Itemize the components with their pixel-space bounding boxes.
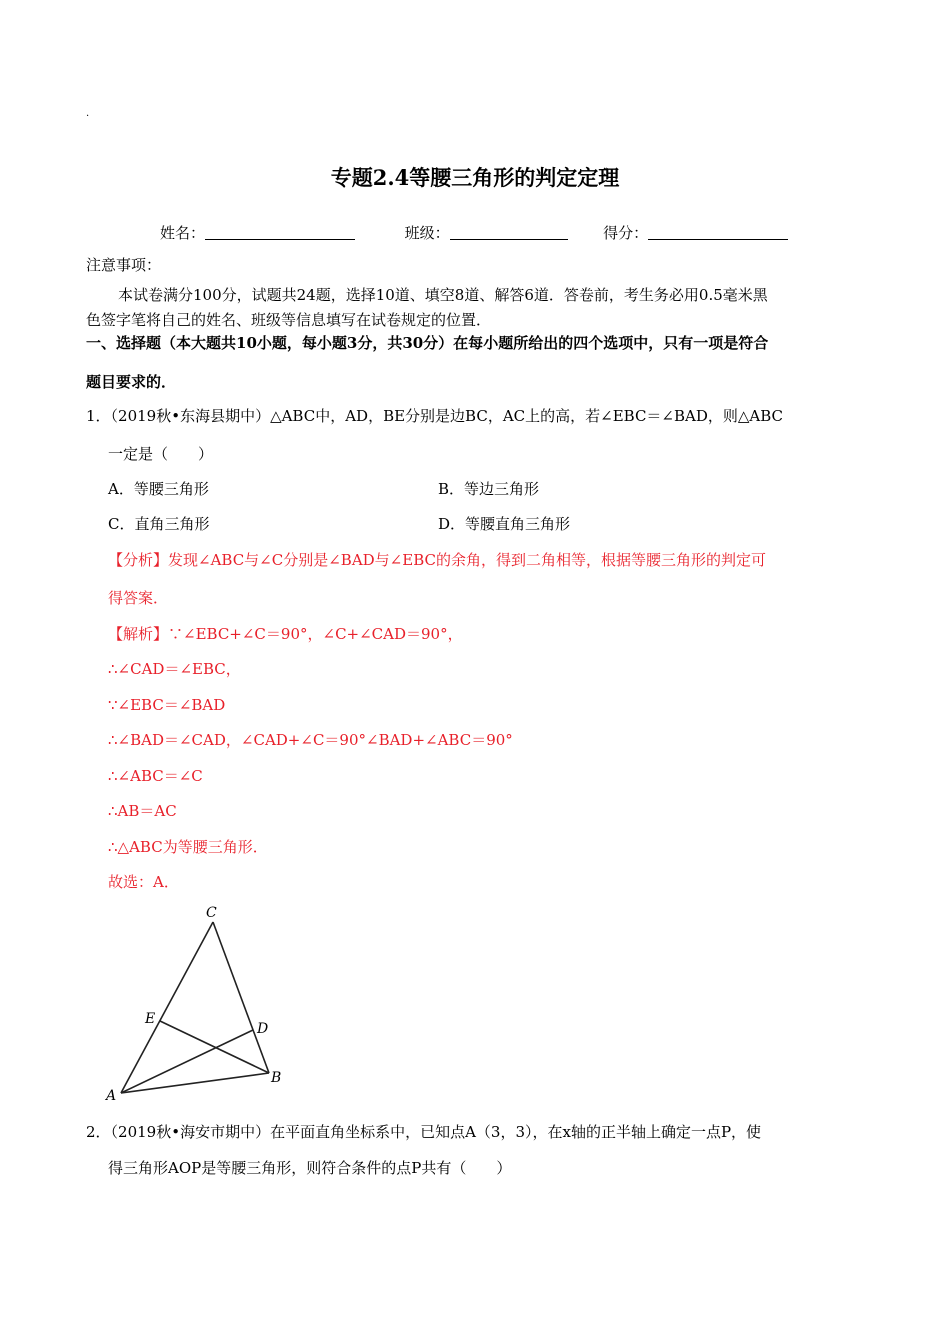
label-b: B (271, 1070, 282, 1086)
section-heading-line-1: 一、选择题（本大题共10小题，每小题3分，共30分）在每小题所给出的四个选项中，只有一项是符合 (86, 334, 769, 352)
class-label: 班级： (404, 224, 450, 242)
notice-line-2: 色签字笔将自己的姓名、班级等信息填写在试卷规定的位置． (86, 311, 492, 329)
triangle-figure (100, 900, 300, 1105)
label-a: A (106, 1088, 117, 1104)
notice-line-1: 本试卷满分100分，试题共24题，选择10道、填空8道、解答6道．答卷前，考生务必用0.5毫米黑 (118, 286, 768, 304)
q1-stem-line-1: 1．（2019秋•东海县期中）△ABC中，AD，BE分别是边BC，AC上的高，若∠EBC＝∠BAD，则△ABC (86, 407, 784, 425)
page-title: 专题2.4等腰三角形的判定定理 (330, 165, 620, 190)
section-heading-line-2: 题目要求的． (86, 373, 177, 391)
q1-solution-line: ∴AB＝AC (108, 802, 177, 820)
notice-heading: 注意事项： (86, 256, 162, 274)
header-mark: . (86, 108, 90, 119)
student-info-row (160, 222, 788, 243)
q1-solution-line: ∵∠EBC＝∠BAD (108, 696, 226, 714)
q1-stem-line-2: 一定是（ ） (108, 445, 214, 463)
q1-solution-line: 故选：A． (108, 873, 179, 891)
q1-analysis-line-1: 【分析】发现∠ABC与∠C分别是∠BAD与∠EBC的余角，得到二角相等，根据等腰三角形的判定可 (108, 551, 766, 569)
q2-stem-line-1: 2．（2019秋•海安市期中）在平面直角坐标系中，已知点A（3，3），在x轴的正半轴上确定一点P，使 (86, 1123, 762, 1141)
class-field[interactable] (450, 224, 568, 240)
label-e: E (145, 1011, 156, 1027)
label-c: C (206, 905, 217, 921)
label-d: D (257, 1021, 269, 1037)
q1-option-a: A．等腰三角形 (108, 480, 209, 498)
q2-stem-line-2: 得三角形AOP是等腰三角形，则符合条件的点P共有（ ） (108, 1159, 512, 1177)
q1-solution-line: ∴∠CAD＝∠EBC， (108, 660, 241, 678)
name-field[interactable] (205, 224, 355, 240)
q1-solution-line: 【解析】∵∠EBC+∠C＝90°，∠C+∠CAD＝90°， (108, 625, 463, 643)
side-ca (121, 922, 213, 1093)
q1-option-d: D．等腰直角三角形 (438, 515, 571, 533)
q1-solution-line: ∴△ABC为等腰三角形． (108, 838, 268, 856)
score-field[interactable] (648, 224, 788, 240)
q1-option-c: C．直角三角形 (108, 515, 210, 533)
score-label: 得分： (603, 224, 649, 242)
q1-option-b: B．等边三角形 (438, 480, 540, 498)
q1-analysis-line-2: 得答案． (108, 589, 169, 607)
q1-solution-line: ∴∠BAD＝∠CAD，∠CAD+∠C＝90°∠BAD+∠ABC＝90° (108, 731, 513, 749)
q1-solution-line: ∴∠ABC＝∠C (108, 767, 203, 785)
name-label: 姓名： (160, 224, 206, 242)
